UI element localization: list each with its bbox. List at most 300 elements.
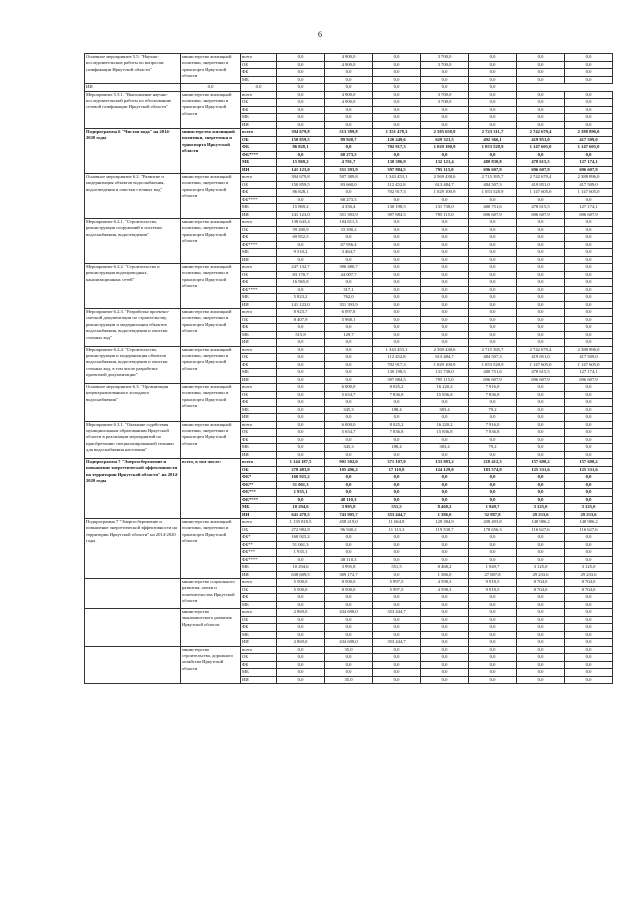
amount-cell: 0,0 xyxy=(517,316,565,324)
amount-cell: 434 698,0 xyxy=(325,639,373,647)
amount-cell: 0,0 xyxy=(517,61,565,69)
amount-cell: 0,0 xyxy=(469,309,517,317)
amount-cell: 0,0 xyxy=(373,496,421,504)
amount-cell: 0,0 xyxy=(325,106,373,114)
amount-cell: 0,0 xyxy=(277,84,325,92)
amount-cell: 0,0 xyxy=(277,594,325,602)
amount-cell: 127 174,1 xyxy=(565,204,613,212)
amount-cell: 0,0 xyxy=(277,121,325,129)
funding-source-cell: ФБ xyxy=(241,361,277,369)
amount-cell: 4 356,4 xyxy=(325,204,373,212)
amount-cell: 0,0 xyxy=(517,324,565,332)
amount-cell: 0,0 xyxy=(469,489,517,497)
amount-cell: 351 393,9 xyxy=(325,166,373,174)
amount-cell: 0,0 xyxy=(421,309,469,317)
amount-cell: 0,0 xyxy=(565,241,613,249)
amount-cell: 0,0 xyxy=(277,414,325,422)
amount-cell: 0,0 xyxy=(421,639,469,647)
amount-cell: 0,0 xyxy=(277,496,325,504)
amount-cell: 3 995,8 xyxy=(325,504,373,512)
amount-cell: 0,0 xyxy=(277,196,325,204)
amount-cell: 0,0 xyxy=(373,249,421,257)
amount-cell: 0,0 xyxy=(517,624,565,632)
amount-cell: 120 249,6 xyxy=(373,136,421,144)
amount-cell: 0,0 xyxy=(469,631,517,639)
amount-cell: 0,0 xyxy=(373,279,421,287)
funding-source-cell: ФБ xyxy=(241,279,277,287)
amount-cell: 795 115,0 xyxy=(421,211,469,219)
amount-cell: 10 294,6 xyxy=(277,504,325,512)
program-name-cell xyxy=(85,646,181,684)
amount-cell: 0,0 xyxy=(517,474,565,482)
amount-cell: 35,0 xyxy=(325,676,373,684)
amount-cell: 15 869,2 xyxy=(277,159,325,167)
amount-cell: 2 569 438,6 xyxy=(421,174,469,182)
funding-source-cell: ОБ xyxy=(241,429,277,437)
amount-cell: 3 700,0 xyxy=(421,54,469,62)
amount-cell: 59 280,9 xyxy=(277,226,325,234)
amount-cell: 2 388 896,0 xyxy=(565,174,613,182)
amount-cell: 0,0 xyxy=(517,481,565,489)
amount-cell: 0,0 xyxy=(517,676,565,684)
amount-cell: 0,0 xyxy=(421,121,469,129)
amount-cell: 10 294,6 xyxy=(277,564,325,572)
amount-cell: 0,0 xyxy=(277,556,325,564)
amount-cell: 478 615,5 xyxy=(517,204,565,212)
amount-cell: 0,0 xyxy=(469,609,517,617)
amount-cell: 0,0 xyxy=(421,286,469,294)
amount-cell: 0,0 xyxy=(469,249,517,257)
amount-cell: 44 007,7 xyxy=(325,271,373,279)
amount-cell: 0,0 xyxy=(565,226,613,234)
amount-cell: 0,0 xyxy=(517,241,565,249)
amount-cell: 0,0 xyxy=(325,669,373,677)
funding-source-cell: МБ xyxy=(241,444,277,452)
amount-cell: 0,0 xyxy=(421,294,469,302)
amount-cell: 0,0 xyxy=(373,676,421,684)
program-name-cell: Мероприятие 5.5.1. "Выполнение научно-исследовательской работы по обоснованию сетевой газификации Иркутской области" xyxy=(85,91,181,129)
amount-cell: 0,0 xyxy=(565,91,613,99)
amount-cell: 696 607,9 xyxy=(565,211,613,219)
amount-cell: 371 107,0 xyxy=(373,459,421,467)
amount-cell: 1 949,7 xyxy=(469,564,517,572)
funding-source-cell: ИИ xyxy=(241,376,277,384)
amount-cell: 0,0 xyxy=(517,151,565,159)
amount-cell: 0,0 xyxy=(325,279,373,287)
executor-cell: министерство жилищной политики, энергетики и транспорта Иркутской области xyxy=(181,519,241,579)
funding-source-cell: ФБ**** xyxy=(241,286,277,294)
amount-cell: 0,0 xyxy=(565,429,613,437)
amount-cell: 278 483,8 xyxy=(277,466,325,474)
funding-source-cell: ФБ* xyxy=(241,534,277,542)
amount-cell: 3 464,7 xyxy=(325,249,373,257)
amount-cell: 130 198,5 xyxy=(373,204,421,212)
amount-cell: 0,0 xyxy=(325,601,373,609)
amount-cell: 0,0 xyxy=(517,121,565,129)
amount-cell: 0,0 xyxy=(325,76,373,84)
amount-cell: 0,0 xyxy=(373,571,421,579)
amount-cell: 0,0 xyxy=(469,414,517,422)
amount-cell: 0,0 xyxy=(277,376,325,384)
funding-source-cell: ИИ xyxy=(241,211,277,219)
amount-cell: 0,0 xyxy=(373,54,421,62)
amount-cell: 394 679,8 xyxy=(277,129,325,137)
amount-cell: 0,0 xyxy=(517,99,565,107)
amount-cell: 8 704,0 xyxy=(517,579,565,587)
amount-cell: 0,0 xyxy=(421,654,469,662)
amount-cell: 0,0 xyxy=(517,631,565,639)
funding-source-cell: ОБ xyxy=(241,654,277,662)
amount-cell: 7 916,0 xyxy=(469,384,517,392)
executor-cell: министерство социального развития, опеки и попечительства Иркутской области xyxy=(181,579,241,609)
funding-source-cell: МБ xyxy=(241,504,277,512)
amount-cell: 0,0 xyxy=(325,361,373,369)
amount-cell: 5 654,7 xyxy=(325,391,373,399)
amount-cell: 1 053 528,9 xyxy=(469,189,517,197)
amount-cell: 150 859,5 xyxy=(277,181,325,189)
amount-cell: 0,0 xyxy=(373,556,421,564)
amount-cell: 2 869,0 xyxy=(277,639,325,647)
amount-cell: 104 811,3 xyxy=(325,219,373,227)
amount-cell: 0,0 xyxy=(277,624,325,632)
amount-cell: 0,0 xyxy=(517,339,565,347)
amount-cell: 0,0 xyxy=(325,489,373,497)
amount-cell: 696 607,9 xyxy=(517,376,565,384)
amount-cell: 0,0 xyxy=(373,489,421,497)
amount-cell: 48 110,3 xyxy=(325,496,373,504)
amount-cell: 696 607,9 xyxy=(469,211,517,219)
funding-source-cell: ФБ xyxy=(241,436,277,444)
program-name-cell: Подпрограмма 6 "Чистая вода" на 2014-2020 годы xyxy=(85,129,181,174)
amount-cell: 0,0 xyxy=(373,264,421,272)
amount-cell: 0,0 xyxy=(421,106,469,114)
amount-cell: 6 000,0 xyxy=(325,421,373,429)
amount-cell: 15 836,8 xyxy=(421,391,469,399)
amount-cell: 0,0 xyxy=(373,669,421,677)
amount-cell: 0,0 xyxy=(421,151,469,159)
amount-cell: 0,0 xyxy=(325,114,373,122)
amount-cell: 0,0 xyxy=(373,286,421,294)
amount-cell: 478 615,5 xyxy=(517,159,565,167)
program-name-cell: Подпрограмма 7 "Энергосбережение и повышение энергетической эффективности на территории Иркутской области" на 2014-2020 годы xyxy=(85,459,181,519)
funding-source-cell: всего xyxy=(241,54,277,62)
amount-cell: 0,0 xyxy=(565,496,613,504)
table-body xyxy=(85,54,613,684)
amount-cell: 33 390,2 xyxy=(325,226,373,234)
amount-cell: 0,0 xyxy=(277,384,325,392)
amount-cell: 0,0 xyxy=(277,346,325,354)
amount-cell: 0,0 xyxy=(565,609,613,617)
table-row xyxy=(85,346,613,354)
amount-cell: 27 887,8 xyxy=(469,571,517,579)
amount-cell: 0,0 xyxy=(469,91,517,99)
amount-cell: 0,0 xyxy=(517,391,565,399)
amount-cell: 0,0 xyxy=(373,196,421,204)
amount-cell: 0,0 xyxy=(325,399,373,407)
amount-cell: 116 627,6 xyxy=(517,526,565,534)
amount-cell: 353 444,7 xyxy=(373,639,421,647)
amount-cell: 8 468,2 xyxy=(421,504,469,512)
amount-cell: 0,0 xyxy=(565,339,613,347)
amount-cell: 0,0 xyxy=(277,114,325,122)
amount-cell: 51 061,3 xyxy=(277,541,325,549)
amount-cell: 0,0 xyxy=(469,331,517,339)
amount-cell: 0,0 xyxy=(373,91,421,99)
amount-cell: 83 170,7 xyxy=(277,271,325,279)
amount-cell: 0,0 xyxy=(421,279,469,287)
amount-cell: 5 500,0 xyxy=(277,579,325,587)
amount-cell: 0,0 xyxy=(469,601,517,609)
table-row xyxy=(85,459,613,467)
amount-cell: 0,0 xyxy=(469,654,517,662)
amount-cell: 160 925,2 xyxy=(277,534,325,542)
amount-cell: 0,0 xyxy=(373,271,421,279)
amount-cell: 0,0 xyxy=(517,541,565,549)
amount-cell: 1 351 478,3 xyxy=(373,129,421,137)
funding-source-cell: МБ xyxy=(241,294,277,302)
amount-cell: 0,0 xyxy=(565,616,613,624)
amount-cell: 0,0 xyxy=(469,54,517,62)
amount-cell: 0,0 xyxy=(373,601,421,609)
amount-cell: 0,0 xyxy=(421,84,469,92)
amount-cell: 218 412,3 xyxy=(469,459,517,467)
amount-cell: 4 701,7 xyxy=(325,159,373,167)
executor-cell: министерство экономического развития Иркутской области xyxy=(181,609,241,647)
amount-cell: 0,0 xyxy=(421,271,469,279)
funding-source-cell: МБ xyxy=(241,331,277,339)
executor-cell: министерство жилищной политики, энергетики и транспорта Иркутской области xyxy=(181,384,241,422)
amount-cell: 0,0 xyxy=(373,594,421,602)
amount-cell: 0,0 xyxy=(421,316,469,324)
executor-cell: министерство жилищной политики, энергетики и транспорта Иркутской области xyxy=(181,54,241,84)
amount-cell: 0,0 xyxy=(373,226,421,234)
amount-cell: 6 000,0 xyxy=(325,384,373,392)
amount-cell: 0,0 xyxy=(421,241,469,249)
amount-cell: 8 025,2 xyxy=(373,384,421,392)
amount-cell: 0,0 xyxy=(469,286,517,294)
funding-source-cell: МБ xyxy=(241,204,277,212)
amount-cell: 0,0 xyxy=(565,286,613,294)
amount-cell: 0,0 xyxy=(517,256,565,264)
amount-cell: 0,0 xyxy=(565,639,613,647)
amount-cell: 8 025,2 xyxy=(373,421,421,429)
amount-cell: 419 851,0 xyxy=(517,181,565,189)
amount-cell: 0,0 xyxy=(373,294,421,302)
amount-cell: 129 384,9 xyxy=(421,519,469,527)
amount-cell: 157 690,2 xyxy=(517,459,565,467)
amount-cell: 397 884,5 xyxy=(373,166,421,174)
executor-cell: министерство жилищной политики, энергетики и транспорта Иркутской области xyxy=(181,129,241,174)
amount-cell: 272 982,8 xyxy=(277,526,325,534)
amount-cell: 16 220,2 xyxy=(421,421,469,429)
amount-cell: 351 393,9 xyxy=(325,301,373,309)
amount-cell: 0,0 xyxy=(517,249,565,257)
amount-cell: 9 918,5 xyxy=(469,579,517,587)
amount-cell: 1 147 605,0 xyxy=(565,144,613,152)
program-name-cell: Основное мероприятие 5.5. "Научно-исследовательские работы по вопросам газификации Иркутской области" xyxy=(85,54,181,84)
amount-cell: 0,0 xyxy=(469,99,517,107)
amount-cell: 0,0 xyxy=(565,256,613,264)
funding-source-cell: ФБ**** xyxy=(241,556,277,564)
amount-cell: 0,0 xyxy=(517,226,565,234)
amount-cell: 0,0 xyxy=(565,384,613,392)
funding-source-cell: ФБ xyxy=(241,234,277,242)
amount-cell: 0,0 xyxy=(277,324,325,332)
amount-cell: 0,0 xyxy=(325,189,373,197)
amount-cell: 141 123,0 xyxy=(277,211,325,219)
amount-cell: 0,0 xyxy=(469,616,517,624)
amount-cell: 0,0 xyxy=(373,256,421,264)
amount-cell: 247 132,7 xyxy=(277,264,325,272)
amount-cell: 0,0 xyxy=(277,361,325,369)
funding-source-cell: ИИ xyxy=(241,639,277,647)
amount-cell: 0,0 xyxy=(373,339,421,347)
amount-cell: 0,0 xyxy=(565,249,613,257)
amount-cell: 16 220,2 xyxy=(421,384,469,392)
amount-cell: 0,0 xyxy=(277,661,325,669)
amount-cell: 795 115,0 xyxy=(421,166,469,174)
funding-source-cell: ОБ xyxy=(241,466,277,474)
funding-source-cell: ИИ xyxy=(85,84,181,92)
amount-cell: 130 386,9 xyxy=(373,159,421,167)
funding-source-cell: ФБ**** xyxy=(241,496,277,504)
amount-cell: 0,0 xyxy=(565,646,613,654)
amount-cell: 641 478,5 xyxy=(277,511,325,519)
funding-source-cell: ИИ xyxy=(241,121,277,129)
amount-cell: 345,3 xyxy=(325,406,373,414)
amount-cell: 0,0 xyxy=(517,264,565,272)
amount-cell: 141 123,0 xyxy=(277,166,325,174)
amount-cell: 2 585 658,8 xyxy=(421,129,469,137)
amount-cell: 0,0 xyxy=(373,219,421,227)
amount-cell: 7 916,0 xyxy=(469,421,517,429)
amount-cell: 417 509,0 xyxy=(565,354,613,362)
amount-cell: 383,4 xyxy=(421,406,469,414)
amount-cell: 9 918,5 xyxy=(469,586,517,594)
amount-cell: 68 273,5 xyxy=(325,196,373,204)
amount-cell: 0,0 xyxy=(325,69,373,77)
amount-cell: 0,0 xyxy=(469,646,517,654)
funding-source-cell: ФБ*** xyxy=(241,549,277,557)
amount-cell: 0,0 xyxy=(421,661,469,669)
amount-cell: 4 598,3 xyxy=(421,586,469,594)
amount-cell: 0,0 xyxy=(565,594,613,602)
amount-cell: 0,0 xyxy=(565,106,613,114)
amount-cell: 0,0 xyxy=(517,114,565,122)
amount-cell: 0,0 xyxy=(325,369,373,377)
amount-cell: 0,0 xyxy=(277,654,325,662)
amount-cell: 0,0 xyxy=(565,309,613,317)
amount-cell: 309 172,7 xyxy=(325,571,373,579)
amount-cell: 0,0 xyxy=(517,271,565,279)
amount-cell: 0,0 xyxy=(517,294,565,302)
amount-cell: 0,0 xyxy=(565,474,613,482)
funding-source-cell: ИИ xyxy=(241,166,277,174)
funding-source-cell: всего xyxy=(241,459,277,467)
amount-cell: 0,0 xyxy=(469,661,517,669)
amount-cell: 1 029 100,9 xyxy=(421,361,469,369)
amount-cell: 0,0 xyxy=(421,226,469,234)
amount-cell: 0,0 xyxy=(373,84,421,92)
amount-cell: 0,0 xyxy=(517,594,565,602)
amount-cell: 0,0 xyxy=(277,69,325,77)
amount-cell: 0,0 xyxy=(517,196,565,204)
amount-cell: 51 061,3 xyxy=(277,481,325,489)
amount-cell: 7 836,8 xyxy=(469,429,517,437)
amount-cell: 89 920,7 xyxy=(325,136,373,144)
amount-cell: 0,0 xyxy=(565,481,613,489)
amount-cell: 0,0 xyxy=(469,264,517,272)
table-row xyxy=(85,579,613,587)
amount-cell: 0,0 xyxy=(565,421,613,429)
amount-cell: 4 900,0 xyxy=(325,99,373,107)
amount-cell: 419 851,0 xyxy=(517,136,565,144)
amount-cell: 613 484,7 xyxy=(421,181,469,189)
amount-cell: 188,4 xyxy=(373,406,421,414)
amount-cell: 0,0 xyxy=(421,489,469,497)
amount-cell: 1 343 453,1 xyxy=(373,346,421,354)
amount-cell: 0,0 xyxy=(277,601,325,609)
executor-cell: министерство жилищной политики, энергетики и транспорта Иркутской области xyxy=(181,219,241,264)
amount-cell: 0,0 xyxy=(421,646,469,654)
amount-cell: 0,0 xyxy=(517,609,565,617)
amount-cell: 0,0 xyxy=(565,151,613,159)
amount-cell: 0,0 xyxy=(517,406,565,414)
amount-cell: 3 125,0 xyxy=(517,504,565,512)
amount-cell: 0,0 xyxy=(565,271,613,279)
amount-cell: 4 900,0 xyxy=(325,61,373,69)
amount-cell: 0,0 xyxy=(469,151,517,159)
amount-cell: 0,0 xyxy=(565,331,613,339)
amount-cell: 0,0 xyxy=(373,399,421,407)
amount-cell: 0,0 xyxy=(469,271,517,279)
amount-cell: 0,0 xyxy=(469,301,517,309)
funding-source-cell: ФБ** xyxy=(241,481,277,489)
amount-cell: 0,0 xyxy=(469,69,517,77)
program-name-cell: Мероприятие 6.2.1. "Строительство, реконструкция сооружений в системах водоснабжения, водоотведения" xyxy=(85,219,181,264)
amount-cell: 1 147 605,0 xyxy=(565,189,613,197)
amount-cell: 0,0 xyxy=(517,616,565,624)
amount-cell: 0,0 xyxy=(517,496,565,504)
amount-cell: 0,0 xyxy=(277,286,325,294)
amount-cell: 0,0 xyxy=(517,429,565,437)
funding-source-cell: ОБ xyxy=(241,526,277,534)
amount-cell: 0,0 xyxy=(469,316,517,324)
table-row xyxy=(85,309,613,317)
amount-cell: 0,0 xyxy=(517,639,565,647)
amount-cell: 0,0 xyxy=(325,324,373,332)
amount-cell: 0,0 xyxy=(469,594,517,602)
amount-cell: 0,0 xyxy=(517,301,565,309)
executor-cell: министерство жилищной политики, энергетики и транспорта Иркутской области xyxy=(181,174,241,219)
amount-cell: 0,0 xyxy=(421,601,469,609)
amount-cell: 133 983,2 xyxy=(421,459,469,467)
amount-cell: 8 704,0 xyxy=(565,579,613,587)
amount-cell: 0,0 xyxy=(565,556,613,564)
amount-cell: 0,0 xyxy=(469,399,517,407)
amount-cell: 0,0 xyxy=(517,69,565,77)
amount-cell: 0,0 xyxy=(469,279,517,287)
funding-source-cell: ОБ xyxy=(241,316,277,324)
amount-cell: 132 121,4 xyxy=(421,159,469,167)
amount-cell: 0,0 xyxy=(469,474,517,482)
amount-cell: 0,0 xyxy=(517,421,565,429)
funding-source-cell: всего xyxy=(241,346,277,354)
amount-cell: 696 607,9 xyxy=(565,376,613,384)
amount-cell: 0,0 xyxy=(421,399,469,407)
amount-cell: 0,0 xyxy=(373,451,421,459)
amount-cell: 0,0 xyxy=(421,624,469,632)
